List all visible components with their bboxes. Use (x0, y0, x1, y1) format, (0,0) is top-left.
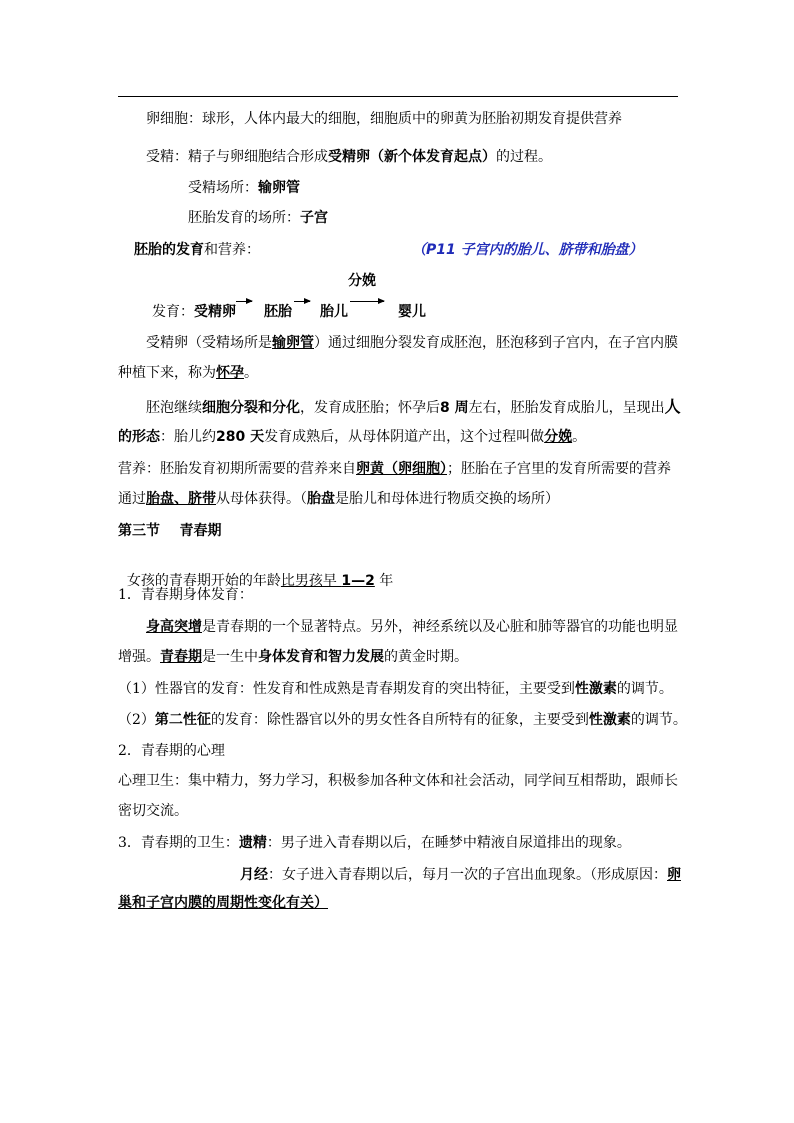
p4-f: 身体发育和智力发展 (258, 649, 384, 665)
embryo-place-value: 子宫 (300, 210, 328, 226)
girls-a: 女孩的青春期开始的年龄 (126, 573, 281, 589)
p4-c: 增强。 (118, 649, 160, 665)
p9-line2 (118, 894, 328, 912)
flow-node-infant: 婴儿 (398, 304, 426, 320)
flow-arrow-3 (350, 301, 384, 302)
flow-prefix: 发育： (152, 304, 194, 320)
p8-a: 3．青春期的卫生： (118, 835, 239, 851)
girls-b: 比男孩早 (280, 573, 342, 589)
girls-c: 1—2 (341, 573, 375, 589)
p4-g: 的黄金时期。 (384, 649, 468, 665)
p8-line (118, 834, 631, 852)
p6-a: （2） (118, 712, 155, 728)
embryo-place-line (188, 209, 328, 227)
egg-cell-line (146, 110, 622, 128)
embryo-heading (134, 241, 260, 259)
p1-d: 种植下来，称为 (118, 365, 216, 381)
p3-b: 卵黄（卵细胞） (356, 461, 447, 477)
p8-b: 遗精 (238, 835, 267, 851)
p4-line2 (118, 648, 468, 666)
p7-line2: 密切交流。 (118, 803, 188, 819)
p5-line (118, 680, 673, 698)
p5-b: 性激素 (574, 681, 617, 697)
p4-e: 是一生中 (202, 649, 258, 665)
egg-cell-label: 卵细胞： (146, 111, 202, 127)
p3-e: 胎盘、脐带 (146, 491, 216, 507)
p1-c: ）通过细胞分裂发育成胚泡，胚泡移到子宫内，在子宫内膜 (314, 335, 678, 351)
p2-b: 细胞分裂和分化 (202, 400, 300, 416)
fert-place-line (188, 179, 300, 197)
p6-b: 第二性征 (154, 712, 211, 728)
girls-d: 年 (374, 573, 394, 589)
p4-d: 青春期 (160, 649, 202, 665)
p9-a: 月经 (240, 867, 268, 883)
flow-node-embryo: 胚胎 (264, 304, 292, 320)
textbook-reference: （P11 子宫内的胎儿、脐带和胎盘） (412, 242, 643, 258)
p4-line1 (146, 618, 678, 636)
p2-h: ：胎儿约 (160, 429, 216, 445)
p3-line2 (118, 490, 559, 508)
p2-a: 胚泡继续 (146, 400, 202, 416)
fertilization-line (146, 148, 552, 166)
p3-line1 (118, 460, 671, 478)
p1-line2 (118, 364, 258, 382)
fert-place-value: 输卵管 (258, 180, 300, 196)
p9-d: 巢和子宫内膜的周期性变化有关） (118, 895, 328, 911)
p2-i: 280 天 (216, 429, 265, 445)
heading-2: 2．青春期的心理 (118, 743, 225, 759)
p2-d: 8 周 (440, 400, 469, 416)
flow-arrow-2 (294, 301, 310, 302)
p9-b: ：女子进入青春期以后，每月一次的子宫出血现象。（形成原因： (268, 867, 667, 883)
p1-line1 (146, 334, 678, 352)
p9-c: 卵 (667, 867, 681, 883)
p1-pregnancy: 怀孕 (216, 365, 244, 381)
p2-k: 分娩 (544, 429, 573, 445)
p2-g: 的形态 (118, 429, 160, 445)
p5-a: （1）性器官的发育：性发育和性成熟是青春期发育的突出特征，主要受到 (118, 681, 575, 697)
p9-line1 (240, 866, 681, 884)
p1-a: 受精卵（受精场所是 (146, 335, 272, 351)
section-title: 第三节 青春期 (118, 523, 222, 539)
p7-line1: 心理卫生：集中精力，努力学习，积极参加各种文体和社会活动，同学间互相帮助，跟师长 (118, 773, 678, 789)
p3-a: 营养：胚胎发育初期所需要的营养来自 (118, 461, 356, 477)
p3-c: ；胚胎在子宫里的发育所需要的营养 (447, 461, 671, 477)
egg-cell-text: 球形，人体内最大的细胞，细胞质中的卵黄为胚胎初期发育提供营养 (202, 111, 622, 127)
flow-top-label: 分娩 (348, 273, 376, 289)
fert-suffix: 的过程。 (496, 149, 552, 165)
p4-a: 身高突增 (146, 619, 202, 635)
girls-line (118, 554, 393, 590)
p6-c: 的发育：除性器官以外的男女性各自所特有的征象，主要受到 (210, 712, 589, 728)
p1-oviduct: 输卵管 (272, 335, 314, 351)
flow-arrow-1 (236, 301, 252, 302)
embryo-heading-rest: 和营养： (204, 242, 260, 258)
p6-e: 的调节。 (630, 712, 687, 728)
embryo-heading-bold: 胚胎的发育 (134, 242, 204, 258)
p1-f: 。 (244, 365, 258, 381)
p2-l: 。 (572, 429, 587, 445)
fert-place-label: 受精场所： (188, 180, 258, 196)
p6-d: 性激素 (588, 712, 631, 728)
p5-c: 的调节。 (616, 681, 673, 697)
p3-d: 通过 (118, 491, 146, 507)
p2-f: 人 (664, 397, 681, 416)
p3-g: 胎盘 (307, 491, 335, 507)
p4-b: 是青春期的一个显著特点。另外，神经系统以及心脏和肺等器官的功能也明显 (202, 619, 678, 635)
p6-line (118, 711, 687, 729)
p3-f: 从母体获得。（ (216, 491, 307, 507)
p2-line2 (118, 428, 586, 446)
flow-node-zygote: 受精卵 (194, 304, 236, 320)
p2-line1 (146, 398, 681, 417)
fert-prefix: 受精：精子与卵细胞结合形成 (146, 149, 328, 165)
p3-h: 是胎儿和母体进行物质交换的场所） (335, 491, 559, 507)
fert-bold: 受精卵（新个体发育起点） (328, 149, 496, 165)
p8-c: ：男子进入青春期以后，在睡梦中精液自尿道排出的现象。 (266, 835, 631, 851)
heading-1: 1．青春期身体发育： (118, 587, 253, 603)
p2-c: ，发育成胚胎；怀孕后 (300, 400, 440, 416)
header-rule (118, 96, 678, 97)
p2-j: 发育成熟后，从母体阴道产出，这个过程叫做 (264, 429, 545, 445)
embryo-place-label: 胚胎发育的场所： (188, 210, 300, 226)
p2-e: 左右，胚胎发育成胎儿，呈现出 (468, 400, 665, 416)
flow-node-fetus: 胎儿 (320, 304, 348, 320)
